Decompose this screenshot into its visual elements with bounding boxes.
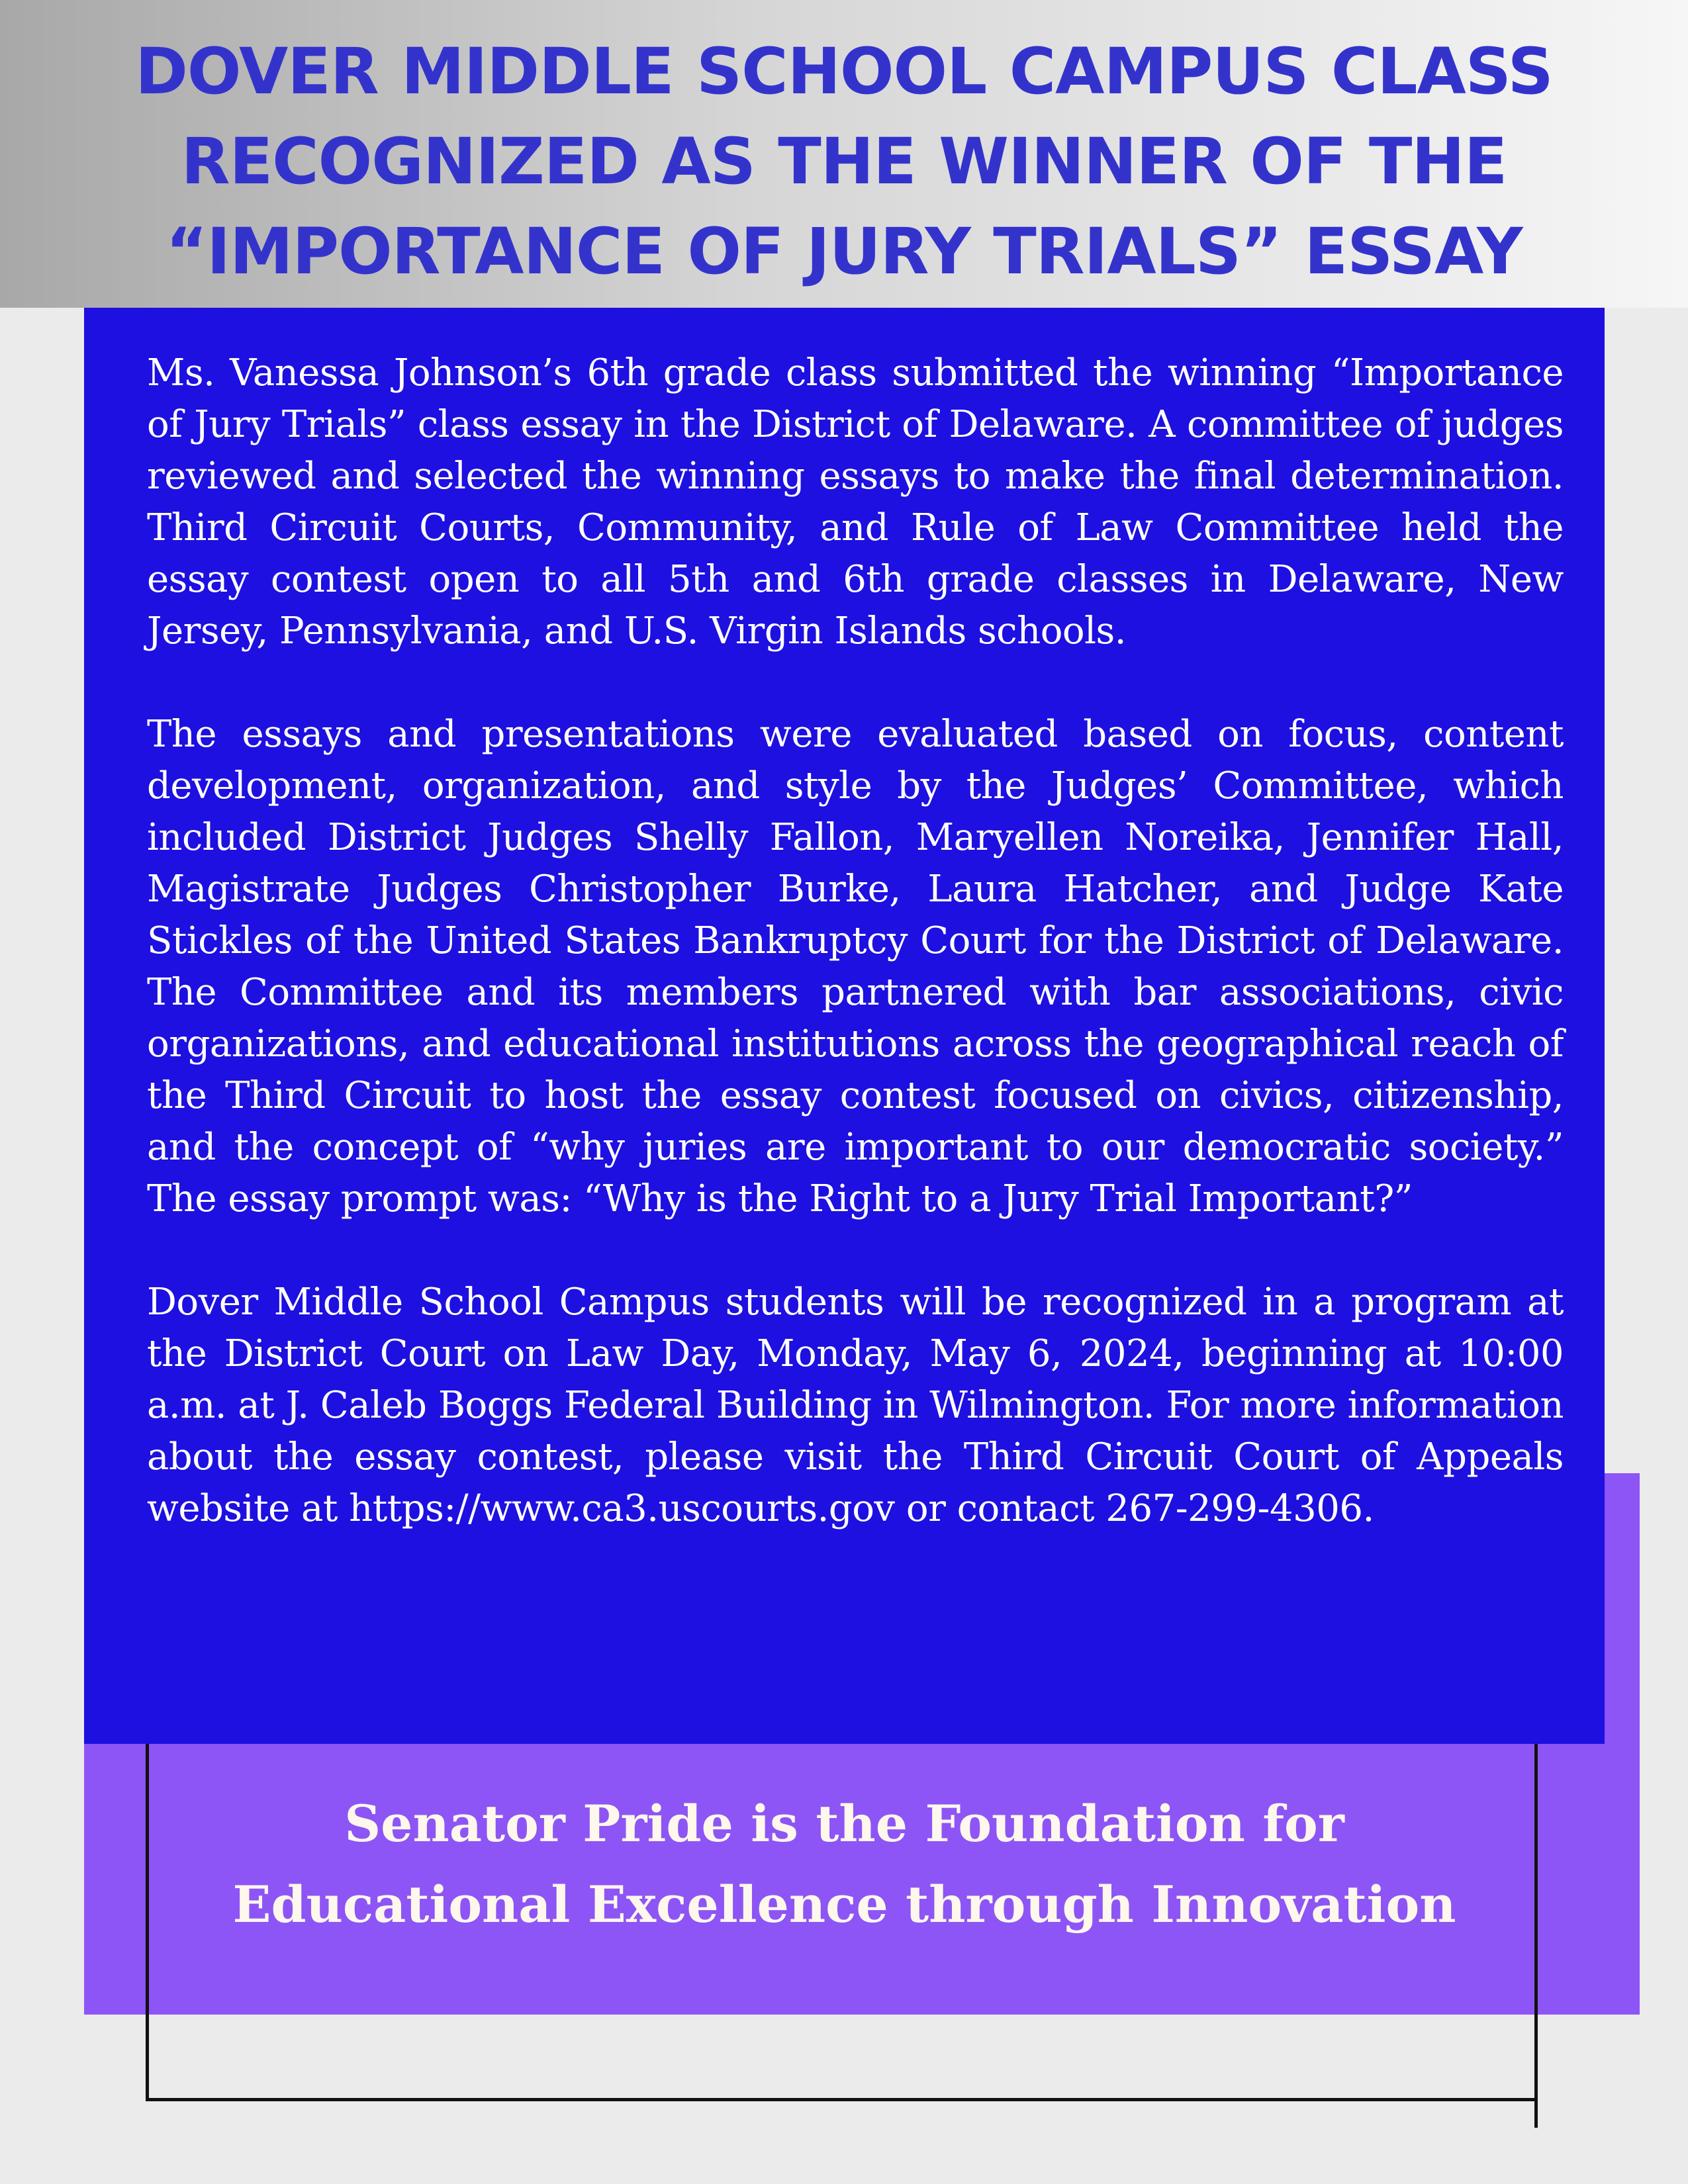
title-line-1: DOVER MIDDLE SCHOOL CAMPUS CLASS bbox=[135, 34, 1553, 109]
tagline-line-1: Senator Pride is the Foundation for bbox=[344, 1794, 1344, 1853]
tagline-line-2: Educational Excellence through Innovation bbox=[232, 1875, 1456, 1934]
article-paragraph-3: Dover Middle School Campus students will be recognized in a program at the District Court on Law Day, Monday, May 6, 2024, beginning at 10:00 a.m. at J. Caleb Boggs Federal Building in Wilmington. For more information about the essay contest, please visit the Third Circuit Court of Appeals website at https://www.ca3.uscourts.gov or contact 267-299-4306. bbox=[147, 1281, 1564, 1530]
title-line-3: “IMPORTANCE OF JURY TRIALS” ESSAY bbox=[165, 214, 1523, 289]
page-title bbox=[40, 26, 1648, 296]
frame-corner-tick bbox=[1534, 2101, 1538, 2128]
article-paragraph-1: Ms. Vanessa Johnson’s 6th grade class submitted the winning “Importance of Jury Trials” class essay in the District of Delaware. A committee of judges reviewed and selected the winning essays to make the final determination. Third Circuit Courts, Community, and Rule of Law Committee held the essay contest open to all 5th and 6th grade classes in Delaware, New Jersey, Pennsylvania, and U.S. Virgin Islands schools. bbox=[147, 351, 1564, 653]
article-body bbox=[147, 347, 1564, 1535]
title-line-2: RECOGNIZED AS THE WINNER OF THE bbox=[181, 124, 1507, 199]
school-tagline bbox=[84, 1784, 1605, 1945]
article-paragraph-2: The essays and presentations were evaluated based on focus, content development, organization, and style by the Judges’ Committee, which included District Judges Shelly Fallon, Maryellen Noreika, Jennifer Hall, Magistrate Judges Christopher Burke, Laura Hatcher, and Judge Kate Stickles of the United States Bankruptcy Court for the District of Delaware. The Committee and its members partnered with bar associations, civic organizations, and educational institutions across the geographical reach of the Third Circuit to host the essay contest focused on civics, citizenship, and the concept of “why juries are important to our democratic society.” The essay prompt was: “Why is the Right to a Jury Trial Important?” bbox=[147, 713, 1564, 1220]
